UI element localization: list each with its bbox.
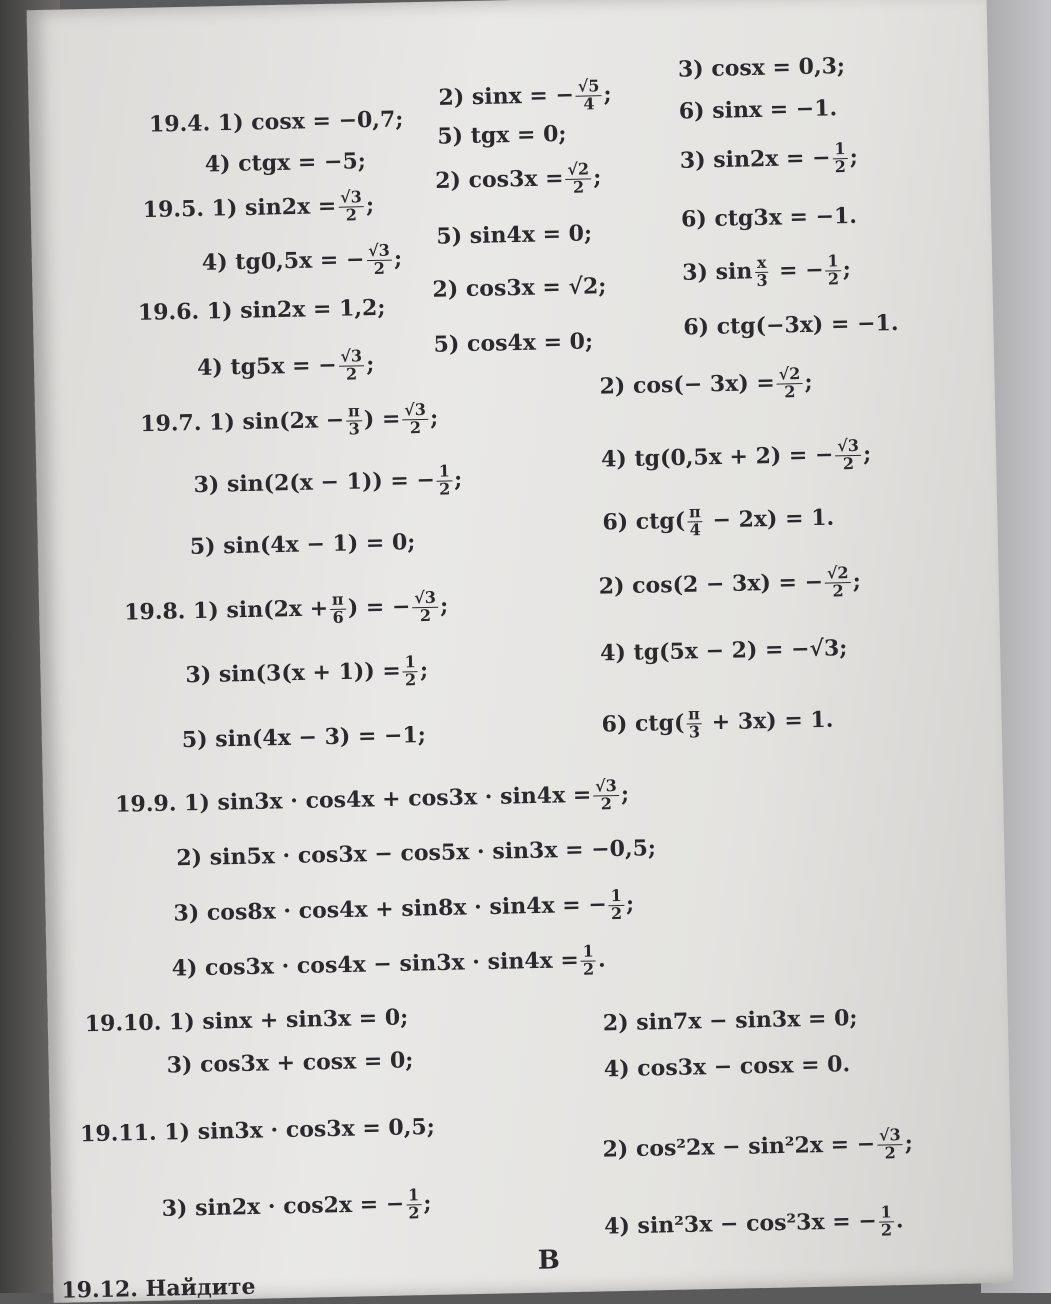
equation-text: ; bbox=[842, 256, 852, 283]
denominator: 2 bbox=[345, 205, 358, 225]
exercise-line bbox=[193, 463, 462, 503]
exercise-line bbox=[600, 435, 872, 478]
equation-text: ; bbox=[625, 890, 635, 918]
equation-text: 19.6. 1) sin2x = 1,2; bbox=[137, 294, 386, 326]
numerator: √3 bbox=[412, 590, 438, 608]
denominator: 3 bbox=[688, 722, 701, 742]
exercise-line bbox=[80, 1114, 435, 1147]
exercise-line bbox=[197, 348, 375, 386]
exercise-line bbox=[435, 161, 602, 199]
equation-text: 19.10. 1) sinx + sin3x = 0; bbox=[84, 1004, 409, 1038]
numerator: √3 bbox=[402, 402, 428, 420]
exercise-line bbox=[182, 722, 427, 753]
exercise-line bbox=[436, 220, 592, 249]
equation-text: . bbox=[895, 1207, 904, 1234]
exercise-line bbox=[603, 1005, 858, 1036]
numerator: π bbox=[346, 403, 362, 421]
denominator: 2 bbox=[438, 479, 451, 499]
numerator: 1 bbox=[832, 141, 848, 159]
denominator: 2 bbox=[373, 258, 386, 278]
exercise-line bbox=[124, 589, 449, 630]
equation-text: 19.8. 1) sin(2x + bbox=[123, 595, 329, 626]
equation-text: 19.7. 1) sin(2x − bbox=[139, 406, 345, 438]
equation-text: 3) cos8x · cos4x + sin8x · sin4x = − bbox=[173, 891, 608, 927]
equation-text: 6) ctg( bbox=[602, 507, 686, 536]
denominator: 2 bbox=[572, 177, 585, 197]
equation-text: ; bbox=[419, 657, 429, 684]
numerator: √2 bbox=[565, 161, 591, 179]
denominator: 2 bbox=[832, 581, 844, 601]
equation-text: 2) cos(2 − 3x) = − bbox=[598, 568, 824, 600]
equation-text: 6) sinx = −1. bbox=[678, 95, 838, 125]
numerator: √3 bbox=[366, 243, 392, 261]
equation-text: ) = bbox=[363, 405, 401, 433]
fraction bbox=[402, 654, 418, 689]
exercise-line bbox=[142, 189, 374, 228]
equation-text: 2) cos(− 3x) = bbox=[599, 369, 776, 400]
fraction bbox=[878, 1204, 894, 1239]
equation-text: ; bbox=[852, 568, 862, 595]
equation-text: 5) sin(4x − 3) = −1; bbox=[181, 721, 427, 754]
numerator: π bbox=[687, 504, 703, 522]
fraction bbox=[687, 504, 703, 539]
exercise-line bbox=[604, 1204, 904, 1245]
equation-text: 19.11. 1) sin3x · cos3x = 0,5; bbox=[79, 1113, 436, 1148]
denominator: 3 bbox=[756, 270, 768, 290]
exercise-line bbox=[602, 1127, 913, 1168]
fraction bbox=[412, 587, 438, 625]
equation-text: . bbox=[597, 946, 606, 973]
denominator: 2 bbox=[404, 669, 417, 690]
page-footer-letter: В bbox=[537, 1245, 561, 1276]
equation-text: ; bbox=[439, 592, 449, 619]
fraction bbox=[832, 141, 848, 176]
equation-text: 6) ctg( bbox=[601, 709, 685, 738]
fraction bbox=[366, 240, 392, 278]
exercise-line bbox=[139, 399, 439, 443]
equation-text: 5) sin4x = 0; bbox=[436, 220, 593, 250]
exercise-line bbox=[171, 943, 606, 987]
numerator: 1 bbox=[402, 654, 418, 672]
fraction bbox=[330, 589, 346, 627]
numerator: 1 bbox=[581, 943, 597, 961]
numerator: π bbox=[330, 592, 346, 610]
denominator: 6 bbox=[332, 607, 344, 627]
exercise-line bbox=[185, 654, 428, 694]
equation-text: 19.9. 1) sin3x · cos4x + cos3x · sin4x = bbox=[114, 781, 592, 818]
fraction bbox=[581, 943, 597, 978]
next-exercise-heading: 19.12. Найдите bbox=[61, 1273, 256, 1304]
equation-text: = − bbox=[771, 256, 824, 284]
equation-text: 4) tg(5x − 2) = −√3; bbox=[599, 635, 848, 667]
numerator: √3 bbox=[835, 438, 861, 456]
denominator: 2 bbox=[610, 903, 623, 923]
fraction bbox=[346, 403, 362, 438]
exercise-line bbox=[202, 242, 403, 281]
equation-text: 4) ctgx = −5; bbox=[204, 148, 367, 178]
equation-text: − 2x) = 1. bbox=[704, 504, 835, 534]
exercise-line bbox=[161, 1187, 432, 1227]
equation-text: 3) cosx = 0,3; bbox=[677, 53, 846, 83]
fraction bbox=[406, 1187, 422, 1222]
equation-text: 5) cos4x = 0; bbox=[433, 328, 594, 358]
exercise-line bbox=[601, 703, 833, 742]
equation-text: 2) cos3x = bbox=[434, 165, 564, 194]
equation-text: ; bbox=[365, 351, 375, 378]
exercise-line bbox=[683, 310, 899, 341]
numerator: √2 bbox=[776, 366, 802, 384]
denominator: 2 bbox=[784, 381, 796, 402]
numerator: √3 bbox=[593, 778, 619, 796]
numerator: 1 bbox=[406, 1187, 422, 1205]
fraction bbox=[686, 706, 702, 741]
numerator: √3 bbox=[338, 189, 364, 207]
exercise-line bbox=[604, 1051, 851, 1082]
denominator: 2 bbox=[582, 959, 595, 979]
equation-text: 6) ctg3x = −1. bbox=[680, 202, 858, 233]
fraction bbox=[825, 565, 851, 600]
denominator: 2 bbox=[419, 605, 432, 625]
fraction bbox=[608, 885, 624, 923]
equation-text: ; bbox=[620, 781, 630, 808]
equation-text: ; bbox=[453, 466, 463, 493]
denominator: 2 bbox=[834, 156, 847, 177]
equation-text: 5) tgx = 0; bbox=[437, 120, 567, 150]
fraction bbox=[402, 399, 428, 438]
equation-text: 4) tg(0,5x + 2) = − bbox=[600, 441, 834, 473]
equation-text: ; bbox=[365, 192, 375, 219]
denominator: 2 bbox=[827, 269, 840, 289]
denominator: 2 bbox=[600, 793, 613, 814]
equation-text: 3) sin2x = − bbox=[679, 144, 831, 174]
fraction bbox=[877, 1127, 903, 1162]
equation-text: ; bbox=[423, 1190, 432, 1217]
equation-text: + 3x) = 1. bbox=[703, 706, 834, 736]
numerator: √3 bbox=[338, 348, 364, 366]
exercise-line bbox=[166, 1047, 413, 1078]
equation-text: 19.4. 1) cosx = −0,7; bbox=[148, 106, 404, 138]
denominator: 2 bbox=[408, 1203, 420, 1223]
fraction bbox=[565, 161, 591, 196]
equation-text: 2) sinx = − bbox=[438, 82, 575, 111]
exercise-line bbox=[176, 835, 656, 871]
exercise-line bbox=[138, 295, 386, 326]
fraction bbox=[776, 366, 802, 401]
equation-text: 4) cos3x − cosx = 0. bbox=[603, 1051, 851, 1083]
exercise-line bbox=[433, 328, 593, 357]
equation-text: 4) tg5x = − bbox=[196, 352, 337, 381]
equation-text: 3) sin bbox=[681, 258, 753, 286]
exercise-line bbox=[438, 78, 612, 116]
equation-text: 3) sin2x · cos2x = − bbox=[161, 1190, 405, 1222]
exercise-line bbox=[679, 95, 838, 124]
exercise-line bbox=[432, 273, 606, 303]
equation-text: 2) cos3x = √2; bbox=[432, 273, 607, 303]
numerator: 1 bbox=[437, 463, 453, 481]
denominator: 2 bbox=[345, 364, 358, 384]
exercise-line bbox=[600, 635, 848, 666]
fraction bbox=[437, 463, 453, 498]
equation-text: ; bbox=[862, 440, 872, 468]
exercise-line bbox=[205, 148, 367, 177]
book-page bbox=[27, 0, 1014, 1303]
numerator: √5 bbox=[576, 78, 602, 96]
fraction bbox=[576, 78, 602, 113]
equation-text: ; bbox=[429, 404, 439, 432]
equation-text: ; bbox=[804, 369, 813, 396]
equation-text: ) = − bbox=[347, 593, 411, 621]
equation-text: 2) sin5x · cos3x − cos5x · sin3x = −0,5; bbox=[176, 835, 657, 872]
denominator: 2 bbox=[884, 1143, 896, 1163]
exercise-line bbox=[173, 885, 635, 932]
denominator: 2 bbox=[880, 1220, 893, 1240]
equation-text: 2) sin7x − sin3x = 0; bbox=[602, 1005, 858, 1037]
exercise-line bbox=[437, 121, 567, 150]
numerator: 1 bbox=[608, 888, 624, 906]
equation-text: 5) sin(4x − 1) = 0; bbox=[189, 529, 416, 560]
exercise-line bbox=[85, 1004, 409, 1037]
equation-text: 3) sin(2(x − 1)) = − bbox=[193, 467, 436, 499]
equation-text: 3) sin(3(x + 1)) = bbox=[185, 657, 402, 689]
exercise-line bbox=[682, 253, 851, 291]
exercise-line bbox=[115, 778, 630, 823]
equation-text: ; bbox=[393, 245, 403, 272]
exercise-line bbox=[681, 203, 857, 233]
denominator: 4 bbox=[583, 94, 595, 114]
denominator: 4 bbox=[689, 519, 701, 540]
equation-text: ; bbox=[592, 164, 602, 191]
denominator: 2 bbox=[409, 417, 422, 438]
equation-text: ; bbox=[849, 144, 859, 171]
fraction bbox=[338, 348, 364, 383]
equation-text: 6) ctg(−3x) = −1. bbox=[683, 310, 899, 341]
equation-text: 4) cos3x · cos4x − sin3x · sin4x = bbox=[171, 947, 580, 982]
fraction bbox=[754, 252, 770, 290]
numerator: 1 bbox=[825, 253, 841, 271]
numerator: 1 bbox=[878, 1204, 894, 1222]
exercise-line bbox=[190, 529, 416, 560]
fraction bbox=[835, 435, 861, 473]
exercise-line bbox=[599, 366, 813, 405]
equation-text: 2) cos²2x − sin²2x = − bbox=[602, 1130, 876, 1163]
denominator: 2 bbox=[842, 453, 855, 473]
exercise-line bbox=[680, 141, 859, 179]
numerator: √2 bbox=[825, 565, 851, 583]
denominator: 3 bbox=[348, 419, 360, 439]
numerator: x bbox=[755, 255, 769, 273]
exercise-line bbox=[598, 565, 861, 605]
exercise-content bbox=[27, 0, 987, 1240]
equation-text: 19.5. 1) sin2x = bbox=[142, 193, 337, 224]
fraction bbox=[825, 253, 841, 288]
exercise-line bbox=[678, 53, 846, 82]
fraction bbox=[593, 778, 619, 813]
equation-text: ; bbox=[904, 1130, 914, 1157]
exercise-line bbox=[602, 501, 834, 540]
fraction bbox=[338, 189, 364, 224]
numerator: √3 bbox=[877, 1127, 903, 1145]
equation-text: 4) sin²3x − cos²3x = − bbox=[603, 1207, 878, 1240]
equation-text: 3) cos3x + cosx = 0; bbox=[166, 1047, 414, 1079]
equation-text: 4) tg0,5x = − bbox=[201, 246, 365, 276]
numerator: π bbox=[686, 706, 702, 724]
equation-text: ; bbox=[603, 81, 612, 108]
exercise-line bbox=[149, 106, 404, 137]
